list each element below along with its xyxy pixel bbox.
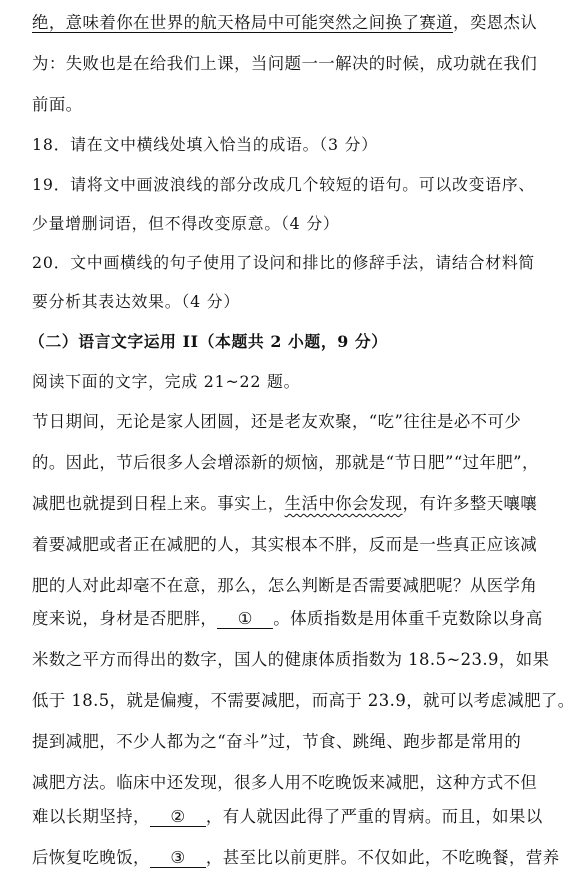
blank-3: ③ [150,849,206,868]
question-19-line2: 少量增删词语，但不得改变原意。（4 分） [32,214,340,233]
passage1-line1: 绝，意味着你在世界的航天格局中可能突然之间换了赛道，奕恩杰认 [32,13,538,32]
passage1-line2: 为：失败也是在给我们上课，当问题一一解决的时候，成功就在我们 [32,54,538,73]
passage1-line3: 前面。 [32,95,83,114]
passage2-line7: 米数之平方而得出的数字，国人的健康体质指数为 18.5~23.9，如果 [32,650,550,669]
passage2-line9: 提到减肥，不少人都为之“奋斗”过，节食、跳绳、跑步都是常用的 [32,732,522,751]
underlined-sentence: 绝，意味着你在世界的航天格局中可能突然之间换了赛道 [32,13,454,32]
passage2-line3: 减肥也就提到日程上来。事实上，生活中你会发现，有许多整天嚷嚷 [32,494,538,513]
question-20-line1: 20．文中画横线的句子使用了设问和排比的修辞手法，请结合材料简 [32,253,536,272]
question-20-line2: 要分析其表达效果。（4 分） [32,292,240,311]
passage2-line10: 减肥方法。临床中还发现，很多人用不吃晚饭来减肥，这种方式不但 [32,773,538,792]
passage2-line2: 的。因此，节后很多人会增添新的烦恼，那就是“节日肥”“过年肥”， [32,453,539,472]
passage2-line5: 肥的人对此却毫不在意，那么，怎么判断是否需要减肥呢？从医学角 [32,576,538,595]
passage2-line6: 度来说，身材是否肥胖， ① 。体质指数是用体重千克数除以身高 [32,609,543,628]
passage2-line4: 着要减肥或者正在减肥的人，其实根本不胖，反而是一些真正应该减 [32,535,538,554]
wavy-underlined-phrase: 生活中你会发现 [284,494,403,513]
passage2-line12: 后恢复吃晚饭， ③ ，甚至比以前更胖。不仅如此，不吃晚餐，营养 [32,848,560,867]
passage2-line8: 低于 18.5，就是偏瘦，不需要减肥，而高于 23.9，就可以考虑减肥了。 [32,691,575,710]
blank-2: ② [150,808,206,827]
section-heading: （二）语言文字运用 II（本题共 2 小题，9 分） [29,332,388,351]
instruction: 阅读下面的文字，完成 21~22 题。 [32,372,301,391]
question-19-line1: 19．请将文中画波浪线的部分改成几个较短的语句。可以改变语序、 [32,175,536,194]
passage2-line1: 节日期间，无论是家人团圆，还是老友欢聚，“吃”往往是必不可少 [32,412,522,431]
passage2-line11: 难以长期坚持， ② ，有人就因此得了严重的胃病。而且，如果以 [32,807,543,826]
blank-1: ① [217,610,273,629]
question-18: 18．请在文中横线处填入恰当的成语。（3 分） [32,135,378,154]
